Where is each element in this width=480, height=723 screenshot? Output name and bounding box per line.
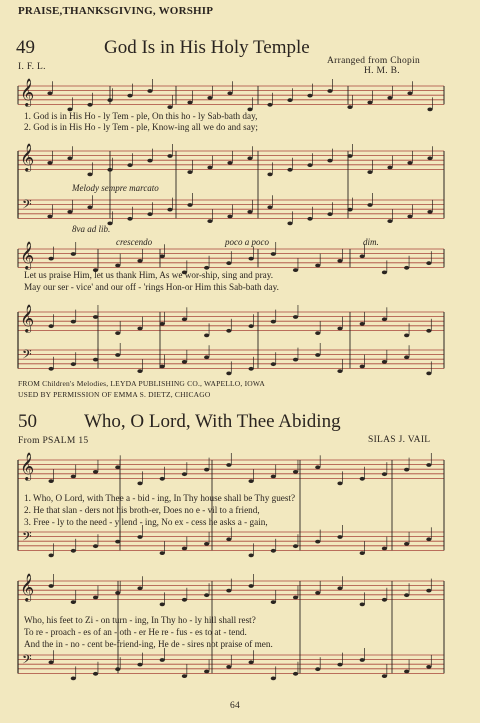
hymn-49-source-credit: FROM Children's Melodies, LEYDA PUBLISHING CO., WAPELLO, IOWA xyxy=(18,379,265,388)
hymn-49-arranger: H. M. B. xyxy=(364,66,400,76)
h49-s1-voice-note xyxy=(107,98,112,102)
h49-s1-treble-note xyxy=(267,173,272,177)
h49-s2-treble-note xyxy=(337,327,342,331)
h49-s1-bass-note xyxy=(147,212,152,216)
hymn-50-verse-3-line-2: And the in - no - cent be-friend-ing, He de - sires not praise of men. xyxy=(24,639,273,649)
h49-s2-voice-note xyxy=(137,259,142,263)
h49-s1-bass-note xyxy=(207,219,212,223)
h49-s2-voice-clef: 𝄞 xyxy=(20,241,35,269)
h49-s1-treble-note xyxy=(227,161,232,165)
h49-s1-bass-clef: 𝄢 xyxy=(22,197,32,215)
hymn-50-verse-1-line-2: Who, his feet to Zi - on turn - ing, In Thy ho - ly hill shall rest? xyxy=(24,615,256,625)
h49-s2-bass-note xyxy=(204,355,209,359)
h50-s2-treble-note xyxy=(71,600,76,604)
hymn-49-verse-1-line-2: Let us praise Him, let us thank Him, As we wor-ship, sing and pray. xyxy=(24,270,274,280)
h49-s2-voice-note xyxy=(337,259,342,263)
h50-s1-treble-note xyxy=(426,463,431,467)
hymn-49-melody-marking: Melody sempre marcato xyxy=(72,183,159,193)
h49-s2-bass-note xyxy=(293,358,298,362)
h50-s1-bass-note xyxy=(404,542,409,546)
h49-s2-treble-note xyxy=(360,322,365,326)
h49-s1-treble-note xyxy=(247,156,252,160)
h50-s1-bass-note xyxy=(160,551,165,555)
h50-s2-bass-note xyxy=(49,660,54,664)
h49-s2-bass-note xyxy=(249,367,254,371)
h50-s1-bass-note xyxy=(93,544,98,548)
h49-s2-treble-note xyxy=(249,324,254,328)
h49-s2-bass-note xyxy=(382,360,387,364)
h50-s2-bass-note xyxy=(271,677,276,681)
hymn-49-verse-1-line-1: 1. God is in His Ho - ly Tem - ple, On this ho - ly Sab-bath day, xyxy=(24,111,258,121)
h49-s2-bass-note xyxy=(226,372,231,376)
h50-s1-treble-note xyxy=(115,465,120,469)
h50-s1-treble-note xyxy=(382,472,387,476)
h49-s1-treble-note xyxy=(207,166,212,170)
h49-s1-voice-note xyxy=(287,98,292,102)
hymn-50-text-credit: From PSALM 15 xyxy=(18,436,89,446)
section-heading: PRAISE,THANKSGIVING, WORSHIP xyxy=(18,5,214,17)
h50-s2-bass-note xyxy=(160,658,165,662)
h50-s2-bass-note xyxy=(404,670,409,674)
h49-s2-treble-note xyxy=(115,331,120,335)
hymn-50-number: 50 xyxy=(18,411,37,432)
h50-s2-bass-note xyxy=(249,660,254,664)
hymn-50-title: Who, O Lord, With Thee Abiding xyxy=(84,411,341,432)
h50-s2-bass-note xyxy=(293,672,298,676)
h49-s2-treble-note xyxy=(204,334,209,338)
hymn-49-number: 49 xyxy=(16,37,35,58)
h50-s2-bass-note xyxy=(360,658,365,662)
hymn-49-dynamic-crescendo: crescendo xyxy=(116,237,153,247)
hymn-50-verse-2-line-2: To re - proach - es of an - oth - er He re - fus - es to at - tend. xyxy=(24,627,247,637)
hymn-49-dynamic-dim: dim. xyxy=(363,237,379,247)
h49-s1-treble-note xyxy=(407,161,412,165)
h49-s2-bass-note xyxy=(404,355,409,359)
hymn-49-dynamic-poco: poco a poco xyxy=(225,237,269,247)
h49-s2-bass-note xyxy=(271,362,276,366)
hymn-49-verse-2-line-2: May our ser - vice' and our off - 'rings Hon-or Him this Sab-bath day. xyxy=(24,282,279,292)
h50-s2-treble-note xyxy=(182,598,187,602)
hymn-49-permission-credit: USED BY PERMISSION OF EMMA S. DIETZ, CHICAGO xyxy=(18,390,211,399)
h49-s2-bass-note xyxy=(160,365,165,369)
h50-s2-treble-note xyxy=(315,591,320,595)
h50-s1-treble-note xyxy=(293,470,298,474)
h50-s2-treble-note xyxy=(93,596,98,600)
h49-s2-voice-note xyxy=(249,257,254,261)
h49-s1-treble-note xyxy=(287,168,292,172)
h49-s1-bass-note xyxy=(227,215,232,219)
h49-s1-treble-note xyxy=(427,156,432,160)
h50-s2-treble-note xyxy=(426,589,431,593)
h49-s1-treble-clef: 𝄞 xyxy=(20,143,35,171)
h50-s2-treble-note xyxy=(293,596,298,600)
h50-s1-treble-note xyxy=(271,475,276,479)
h49-s1-voice-note xyxy=(47,91,52,95)
h49-s1-voice-note xyxy=(267,103,272,107)
h49-s2-voice-note xyxy=(226,261,231,265)
h49-s1-voice-note xyxy=(167,105,172,109)
h49-s2-treble-note xyxy=(182,317,187,321)
h49-s2-treble-note xyxy=(315,331,320,335)
h49-s2-voice-note xyxy=(271,252,276,256)
h49-s2-bass-note xyxy=(360,365,365,369)
h50-s2-treble-note xyxy=(137,586,142,590)
h49-s1-voice-note xyxy=(367,101,372,105)
h49-s1-bass-note xyxy=(367,203,372,207)
h50-s1-bass-note xyxy=(337,535,342,539)
h49-s1-voice-note xyxy=(207,96,212,100)
h50-s1-treble-note xyxy=(49,479,54,483)
h49-s1-treble-note xyxy=(147,159,152,163)
h49-s2-bass-note xyxy=(337,369,342,373)
h50-s1-bass-note xyxy=(49,554,54,558)
h49-s1-voice-note xyxy=(227,91,232,95)
h49-s1-treble-note xyxy=(187,170,192,174)
h50-s1-bass-note xyxy=(271,549,276,553)
h49-s2-treble-note xyxy=(160,322,165,326)
page-number: 64 xyxy=(230,701,241,711)
h50-s1-treble-note xyxy=(204,468,209,472)
h49-s1-bass-note xyxy=(387,219,392,223)
h50-s2-bass-note xyxy=(93,672,98,676)
h49-s1-voice-note xyxy=(87,103,92,107)
h49-s2-treble-note xyxy=(293,315,298,319)
hymn-50-verse-3-line-1: 3. Free - ly to the need - y lend - ing, No ex - cess he asks a - gain, xyxy=(24,517,268,527)
h49-s2-treble-note xyxy=(71,320,76,324)
hymn-50-verse-1-line-1: 1. Who, O Lord, with Thee a - bid - ing, In Thy house shall be Thy guest? xyxy=(24,493,296,503)
h49-s2-bass-note xyxy=(137,369,142,373)
h50-s2-treble-note xyxy=(404,593,409,597)
h50-s2-treble-note xyxy=(360,603,365,607)
h49-s2-voice-note xyxy=(426,261,431,265)
h50-s1-bass-note xyxy=(182,547,187,551)
h50-s1-treble-note xyxy=(315,465,320,469)
h50-s1-bass-note xyxy=(360,551,365,555)
h50-s2-bass-note xyxy=(115,667,120,671)
h50-s1-treble-note xyxy=(226,463,231,467)
h49-s1-voice-note xyxy=(347,105,352,109)
h49-s2-voice-note xyxy=(71,252,76,256)
h49-s1-bass-note xyxy=(67,210,72,214)
h50-s2-bass-note xyxy=(226,665,231,669)
h49-s2-bass-note xyxy=(93,358,98,362)
h50-s1-bass-note xyxy=(226,537,231,541)
h50-s2-treble-note xyxy=(337,586,342,590)
h49-s2-bass-note xyxy=(49,367,54,371)
h49-s1-voice-note xyxy=(387,96,392,100)
h49-s1-bass-note xyxy=(167,208,172,212)
h50-s1-bass-clef: 𝄢 xyxy=(22,529,32,547)
h50-s2-treble-note xyxy=(115,591,120,595)
h49-s1-treble-note xyxy=(127,163,132,167)
h50-s1-treble-note xyxy=(182,472,187,476)
h49-s2-treble-clef: 𝄞 xyxy=(20,304,35,332)
h49-s1-voice-note xyxy=(147,89,152,93)
h49-s2-treble-note xyxy=(93,315,98,319)
h49-s1-treble-note xyxy=(327,159,332,163)
h50-s1-treble-note xyxy=(360,477,365,481)
h49-s2-bass-note xyxy=(182,360,187,364)
h50-s1-treble-note xyxy=(71,475,76,479)
h49-s1-bass-note xyxy=(407,215,412,219)
h50-s2-treble-note xyxy=(160,603,165,607)
h49-s1-voice-note xyxy=(407,91,412,95)
h50-s2-treble-note xyxy=(249,584,254,588)
h49-s2-treble-note xyxy=(426,329,431,333)
h49-s2-treble-note xyxy=(226,329,231,333)
h50-s1-bass-note xyxy=(137,535,142,539)
h49-s1-bass-note xyxy=(267,205,272,209)
h49-s2-voice-note xyxy=(360,254,365,258)
h49-s1-voice-note xyxy=(127,94,132,98)
h50-s1-treble-note xyxy=(404,468,409,472)
h49-s2-bass-note xyxy=(426,372,431,376)
h49-s1-voice-clef: 𝄞 xyxy=(20,78,35,106)
h49-s2-treble-note xyxy=(404,334,409,338)
h50-s2-bass-note xyxy=(71,677,76,681)
h49-s2-voice-note xyxy=(315,264,320,268)
h49-s1-bass-note xyxy=(307,217,312,221)
h50-s2-bass-clef: 𝄢 xyxy=(22,652,32,670)
h49-s1-bass-note xyxy=(127,217,132,221)
h50-s1-treble-clef: 𝄞 xyxy=(20,452,35,480)
h49-s1-voice-note xyxy=(427,108,432,112)
h49-s2-voice-note xyxy=(49,257,54,261)
h50-s2-treble-note xyxy=(271,600,276,604)
h50-s1-bass-note xyxy=(71,549,76,553)
h49-s1-voice-note xyxy=(307,94,312,98)
hymn-49-verse-2-line-1: 2. God is in His Ho - ly Tem - ple, Know-ing all we do and say; xyxy=(24,122,258,132)
h49-s2-voice-note xyxy=(293,268,298,272)
h50-s2-bass-note xyxy=(204,670,209,674)
h50-s1-bass-note xyxy=(315,540,320,544)
h49-s1-treble-note xyxy=(87,173,92,177)
h49-s2-treble-note xyxy=(382,317,387,321)
h50-s1-treble-note xyxy=(137,482,142,486)
h49-s1-bass-note xyxy=(187,203,192,207)
h49-s1-treble-note xyxy=(107,168,112,172)
h49-s1-bass-note xyxy=(347,208,352,212)
h50-s1-treble-note xyxy=(249,479,254,483)
h50-s2-bass-note xyxy=(137,663,142,667)
h49-s1-voice-note xyxy=(187,101,192,105)
h49-s2-bass-note xyxy=(115,353,120,357)
h49-s1-bass-note xyxy=(427,210,432,214)
h49-s2-voice-note xyxy=(115,264,120,268)
hymn-49-arrangement: Arranged from Chopin xyxy=(327,56,421,66)
h49-s1-treble-note xyxy=(347,154,352,158)
h50-s1-bass-note xyxy=(426,537,431,541)
h50-s2-bass-note xyxy=(426,665,431,669)
h50-s1-treble-note xyxy=(93,470,98,474)
h50-s1-treble-note xyxy=(160,477,165,481)
h50-s1-bass-note xyxy=(204,542,209,546)
h49-s1-bass-note xyxy=(327,212,332,216)
h50-s1-bass-note xyxy=(115,540,120,544)
h50-s2-bass-note xyxy=(337,663,342,667)
h49-s1-treble-note xyxy=(387,166,392,170)
h49-s2-voice-note xyxy=(160,254,165,258)
h49-s2-bass-note xyxy=(315,353,320,357)
h49-s2-bass-note xyxy=(71,362,76,366)
h49-s1-voice-note xyxy=(327,89,332,93)
h49-s2-treble-note xyxy=(49,324,54,328)
h49-s1-bass-note xyxy=(87,205,92,209)
h50-s1-treble-note xyxy=(337,482,342,486)
h50-s2-bass-note xyxy=(315,667,320,671)
h50-s2-treble-note xyxy=(204,593,209,597)
h50-s2-treble-note xyxy=(226,589,231,593)
h50-s1-bass-note xyxy=(382,547,387,551)
hymn-50-verse-2-line-1: 2. He that slan - ders not his broth-er, Does no e - vil to a friend, xyxy=(24,505,260,515)
h49-s2-treble-note xyxy=(137,327,142,331)
h49-s2-voice-note xyxy=(404,266,409,270)
hymn-49-text-credit: I. F. L. xyxy=(18,62,46,72)
h50-s2-treble-note xyxy=(382,598,387,602)
h50-s2-treble-clef: 𝄞 xyxy=(20,573,35,601)
h49-s1-treble-note xyxy=(167,154,172,158)
h50-s2-bass-note xyxy=(182,674,187,678)
h50-s2-bass-note xyxy=(382,674,387,678)
hymn-50-composer: SILAS J. VAIL xyxy=(368,435,431,445)
h49-s1-bass-note xyxy=(287,222,292,226)
h49-s2-treble-note xyxy=(271,320,276,324)
h49-s1-treble-note xyxy=(47,161,52,165)
hymn-49-bass-marking: 8va ad lib. xyxy=(72,224,111,234)
h49-s2-bass-clef: 𝄢 xyxy=(22,347,32,365)
h50-s2-treble-note xyxy=(49,584,54,588)
h49-s2-voice-note xyxy=(382,271,387,275)
h50-s1-bass-note xyxy=(249,554,254,558)
h50-s1-bass-note xyxy=(293,544,298,548)
h49-s1-treble-note xyxy=(367,170,372,174)
h49-s1-bass-note xyxy=(47,215,52,219)
h49-s1-treble-note xyxy=(67,156,72,160)
h49-s1-treble-note xyxy=(307,163,312,167)
hymn-49-title: God Is in His Holy Temple xyxy=(104,37,310,58)
h49-s1-bass-note xyxy=(247,210,252,214)
